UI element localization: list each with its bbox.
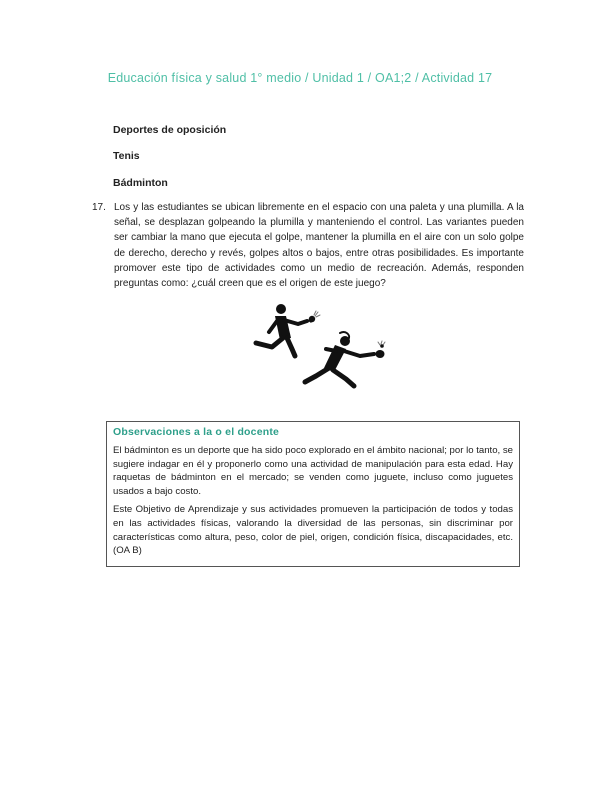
badminton-players-illustration bbox=[250, 300, 410, 392]
observations-paragraph-1: El bádminton es un deporte que ha sido poco explorado en el ámbito nacional; por lo tanto, se sugiere indagar en él y proponerlo como una actividad de manipulación para esta edad. Hay raquetas de bádminton en el mercado; se venden como juguete, incluso como juguetes usados a bajo costo. bbox=[113, 445, 514, 497]
activity-number: 17. bbox=[92, 202, 106, 213]
observations-title: Observaciones a la o el docente bbox=[113, 426, 280, 438]
observations-paragraph-2: Este Objetivo de Aprendizaje y sus actividades promueven la participación de todos y todas en las actividades físicas, valorando la diversidad de las personas, sin discriminar por características como altura, peso, color de piel, origen, condición física, discapacidades, etc. (OA B) bbox=[113, 504, 513, 557]
observations-box bbox=[106, 421, 520, 567]
heading-deportes-oposicion: Deportes de oposición bbox=[113, 124, 227, 136]
heading-tenis: Tenis bbox=[113, 150, 140, 162]
activity-text: Los y las estudiantes se ubican libremente en el espacio con una paleta y una plumilla. A la señal, se desplazan golpeando la plumilla y manteniendo el control. Las variantes pueden ser cambiar la mano que ejecuta el golpe, mantener la plumilla en el aire con un solo golpe de derecho, derecho y revés, golpes altos o bajos, entre otras posibilidades. Es importante promover este tipo de actividades como un medio de recreación. Además, responden preguntas como: ¿cuál creen que es el origen de este juego? bbox=[114, 202, 524, 290]
heading-badminton: Bádminton bbox=[113, 177, 168, 189]
badminton-players-icon bbox=[250, 300, 410, 392]
activity-17 bbox=[92, 200, 524, 291]
page-header-title: Educación física y salud 1° medio / Unidad 1 / OA1;2 / Actividad 17 bbox=[107, 71, 493, 85]
